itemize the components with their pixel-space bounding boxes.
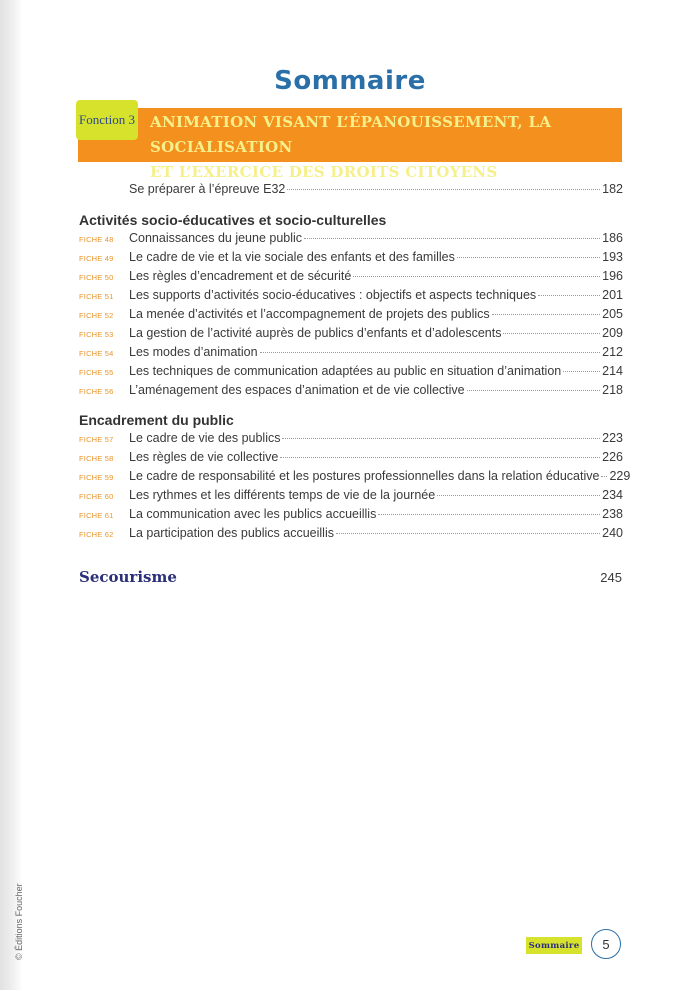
toc-entry-label: La communication avec les publics accueillis: [129, 507, 377, 521]
secourisme-page: 245: [600, 570, 622, 585]
fiche-number: FICHE 62: [79, 530, 114, 539]
toc-entry-label: La participation des publics accueillis: [129, 526, 334, 540]
leader-dots: [601, 476, 607, 477]
leader-dots: [563, 371, 600, 372]
leader-dots: [492, 314, 601, 315]
fiche-number: FICHE 53: [79, 330, 114, 339]
leader-dots: [538, 295, 600, 296]
fiche-number: FICHE 50: [79, 273, 114, 282]
toc-entry-page: 234: [602, 488, 623, 502]
fiche-number: FICHE 60: [79, 492, 114, 501]
toc-entry[interactable]: [79, 345, 623, 363]
fonction-title-line2: ET L’EXERCICE DES DROITS CITOYENS: [150, 163, 498, 181]
toc-entry[interactable]: [79, 488, 623, 506]
leader-dots: [503, 333, 600, 334]
toc-entry-label: La gestion de l’activité auprès de publics d’enfants et d’adolescents: [129, 326, 502, 340]
section-heading: Encadrement du public: [79, 412, 234, 428]
toc-entry-page: 223: [602, 431, 623, 445]
toc-entry[interactable]: [79, 450, 623, 468]
toc-entry-label: La menée d’activités et l’accompagnement de projets des publics: [129, 307, 490, 321]
leader-dots: [336, 533, 600, 534]
toc-entry-label: Les règles d’encadrement et de sécurité: [129, 269, 352, 283]
toc-entry[interactable]: [79, 269, 623, 287]
page-gutter: [0, 0, 22, 990]
toc-entry-page: 193: [602, 250, 623, 264]
toc-entry-page: 212: [602, 345, 623, 359]
toc-entry-page: 205: [602, 307, 623, 321]
leader-dots: [260, 352, 601, 353]
footer-sommaire-tag: Sommaire: [526, 937, 582, 954]
copyright-notice: © Éditions Foucher: [14, 883, 24, 960]
toc-entry-page: 196: [602, 269, 623, 283]
toc-entry-page: 209: [602, 326, 623, 340]
fiche-number: FICHE 57: [79, 435, 114, 444]
toc-entry-page: 201: [602, 288, 623, 302]
toc-entry[interactable]: [79, 307, 623, 325]
fiche-number: FICHE 51: [79, 292, 114, 301]
toc-entry[interactable]: [79, 469, 631, 487]
toc-entry[interactable]: [79, 526, 623, 544]
toc-entry[interactable]: [79, 364, 623, 382]
toc-entry-label: Les rythmes et les différents temps de vie de la journée: [129, 488, 436, 502]
toc-entry-label: Les règles de vie collective: [129, 450, 279, 464]
section-heading: Activités socio-éducatives et socio-culturelles: [79, 212, 387, 228]
toc-entry-page: 226: [602, 450, 623, 464]
leader-dots: [280, 457, 600, 458]
fonction-title-line1: ANIMATION VISANT L’ÉPANOUISSEMENT, LA SOCIALISATION: [150, 113, 552, 156]
leader-dots: [467, 390, 601, 391]
toc-entry[interactable]: [79, 431, 623, 449]
toc-entry[interactable]: [79, 326, 623, 344]
toc-entry-page: 238: [602, 507, 623, 521]
toc-entry-label: Les supports d’activités socio-éducatives : objectifs et aspects techniques: [129, 288, 537, 302]
toc-entry-page: 182: [602, 182, 623, 196]
toc-entry-label: Le cadre de responsabilité et les postures professionnelles dans la relation éducative: [129, 469, 600, 483]
leader-dots: [304, 238, 600, 239]
toc-entry[interactable]: [79, 383, 623, 401]
toc-entry-page: 240: [602, 526, 623, 540]
toc-entry-label: Connaissances du jeune public: [129, 231, 303, 245]
leader-dots: [353, 276, 600, 277]
toc-entry-page: 214: [602, 364, 623, 378]
fiche-number: FICHE 49: [79, 254, 114, 263]
fiche-number: FICHE 59: [79, 473, 114, 482]
fiche-number: FICHE 58: [79, 454, 114, 463]
toc-entry-page: 218: [602, 383, 623, 397]
secourisme-heading[interactable]: Secourisme: [79, 568, 177, 586]
toc-entry-label: L’aménagement des espaces d’animation et de vie collective: [129, 383, 465, 397]
page-title: Sommaire: [274, 66, 426, 96]
leader-dots: [437, 495, 600, 496]
fiche-number: FICHE 54: [79, 349, 114, 358]
toc-entry[interactable]: [79, 250, 623, 268]
fonction-tag: Fonction 3: [76, 100, 138, 140]
toc-entry[interactable]: [79, 288, 623, 306]
toc-entry-intro[interactable]: [79, 182, 623, 200]
fonction-title: [150, 110, 620, 185]
leader-dots: [287, 189, 600, 190]
toc-entry[interactable]: [79, 507, 623, 525]
toc-entry-label: Le cadre de vie des publics: [129, 431, 281, 445]
toc-entry-label: Se préparer à l’épreuve E32: [129, 182, 286, 196]
toc-entry-label: Les techniques de communication adaptées au public en situation d’animation: [129, 364, 562, 378]
toc-entry-page: 229: [609, 469, 631, 483]
fiche-number: FICHE 56: [79, 387, 114, 396]
toc-entry-label: Le cadre de vie et la vie sociale des enfants et des familles: [129, 250, 455, 264]
toc-entry-label: Les modes d’animation: [129, 345, 258, 359]
fiche-number: FICHE 52: [79, 311, 114, 320]
leader-dots: [457, 257, 600, 258]
toc-entry-page: 186: [602, 231, 623, 245]
leader-dots: [378, 514, 600, 515]
fiche-number: FICHE 48: [79, 235, 114, 244]
fiche-number: FICHE 61: [79, 511, 114, 520]
fiche-number: FICHE 55: [79, 368, 114, 377]
toc-entry[interactable]: [79, 231, 623, 249]
leader-dots: [282, 438, 600, 439]
page-number: 5: [591, 929, 621, 959]
